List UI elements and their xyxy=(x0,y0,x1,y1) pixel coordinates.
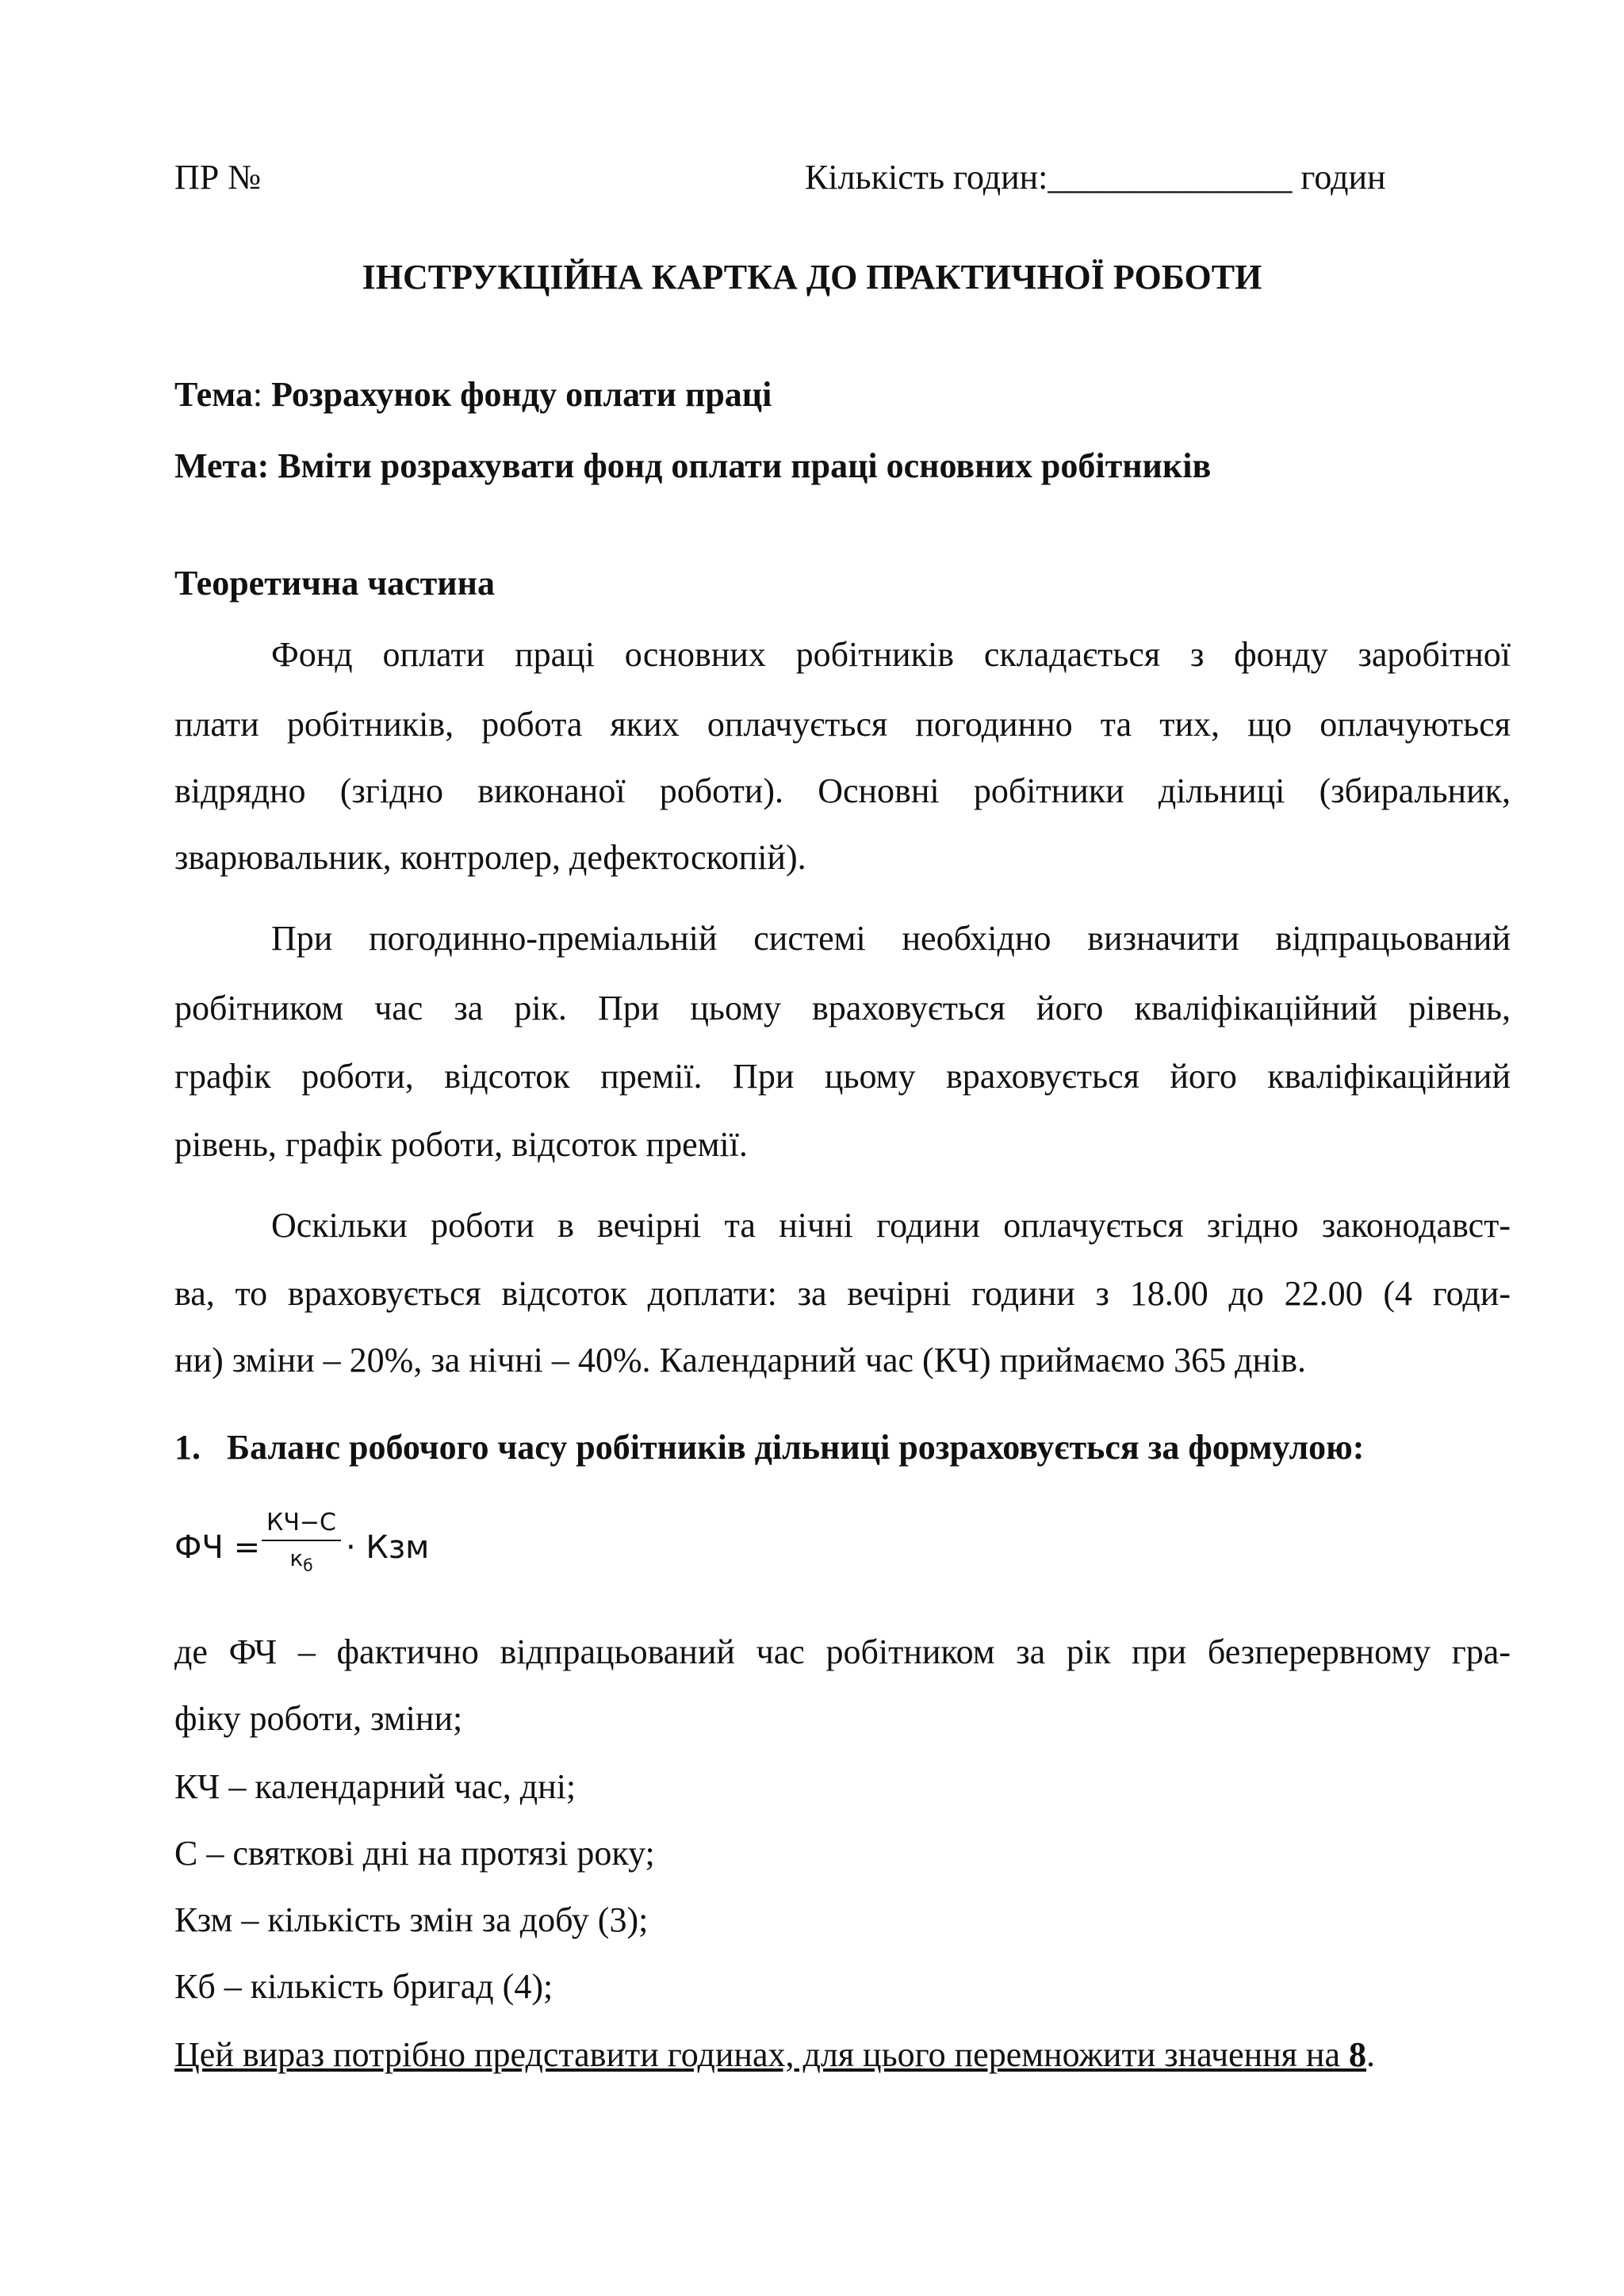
definition-line: С – святкові дні на протязі року; xyxy=(174,1834,655,1873)
theory-heading: Теоретична частина xyxy=(174,564,495,603)
paragraph-line: зварювальник, контролер, дефектоскопій). xyxy=(174,838,806,877)
paragraph-line: плати робітників, робота яких оплачується погодинно та тих, що оплачуються xyxy=(174,705,1511,744)
pr-number-label: ПР № xyxy=(174,158,262,197)
goal-line xyxy=(174,444,1211,488)
formula-denominator xyxy=(262,1546,341,1578)
paragraph-line: графік роботи, відсоток премії. При цьому враховується його кваліфікаційний xyxy=(174,1057,1511,1096)
denominator-subscript: б xyxy=(303,1556,313,1575)
paragraph-line: ва, то враховується відсоток доплати: за вечірні години з 18.00 до 22.00 (4 годи- xyxy=(174,1274,1511,1313)
page-title: ІНСТРУКЦІЙНА КАРТКА ДО ПРАКТИЧНОЇ РОБОТИ xyxy=(362,258,1262,297)
note-bold-value: 8 xyxy=(1349,2035,1367,2074)
topic-line xyxy=(174,373,772,417)
section-1-heading xyxy=(174,1425,1364,1470)
formula-numerator: КЧ−С xyxy=(266,1509,336,1536)
note-text xyxy=(174,2035,1366,2074)
formula-fraction xyxy=(262,1508,341,1578)
topic-label: Тема xyxy=(174,375,253,414)
definition-line: Кб – кількість бригад (4); xyxy=(174,1967,553,2006)
topic-sep: : xyxy=(252,375,272,414)
hours-blank: ______________ xyxy=(1048,158,1293,197)
definition-line: Кзм – кількість змін за добу (3); xyxy=(174,1900,649,1939)
hours-field xyxy=(805,155,1386,200)
paragraph-line: робітником час за рік. При цьому враховується його кваліфікаційний рівень, xyxy=(174,989,1511,1027)
note-line xyxy=(174,2033,1375,2077)
definition-line: де ФЧ – фактично відпрацьований час робітником за рік при безперервному гра- xyxy=(174,1632,1511,1671)
formula-rhs: · Кзм xyxy=(346,1529,430,1566)
section-number: 1. xyxy=(174,1428,201,1467)
paragraph-line: Оскільки роботи в вечірні та нічні години оплачується згідно законодавст- xyxy=(271,1206,1511,1245)
paragraph-line: При погодинно-преміальній системі необхідно визначити відпрацьований xyxy=(271,919,1511,958)
formula-lhs: ФЧ = xyxy=(174,1529,261,1566)
paragraph-line: Фонд оплати праці основних робітників складається з фонду заробітної xyxy=(271,635,1511,674)
definition-line: КЧ – календарний час, дні; xyxy=(174,1767,576,1806)
note-body: Цей вираз потрібно представити годинах, для цього перемножити значення на xyxy=(174,2035,1350,2074)
goal-value: Вміти розрахувати фонд оплати праці основних робітників xyxy=(269,446,1212,485)
denominator-base: к xyxy=(289,1545,304,1571)
topic-value: Розрахунок фонду оплати праці xyxy=(271,375,772,414)
paragraph-line: відрядно (згідно виконаної роботи). Основні робітники дільниці (збиральник, xyxy=(174,771,1511,810)
note-period: . xyxy=(1366,2035,1376,2074)
section-text: Баланс робочого часу робітників дільниці розраховується за формулою: xyxy=(227,1428,1365,1467)
goal-label: Мета: xyxy=(174,446,270,485)
hours-unit: годин xyxy=(1300,158,1386,197)
paragraph-line: рівень, графік роботи, відсоток премії. xyxy=(174,1125,748,1164)
hours-label: Кількість годин: xyxy=(805,158,1048,197)
paragraph-line: ни) зміни – 20%, за нічні – 40%. Календарний час (КЧ) приймаємо 365 днів. xyxy=(174,1341,1307,1380)
definition-line: фіку роботи, зміни; xyxy=(174,1699,463,1738)
fraction-bar xyxy=(262,1540,341,1541)
